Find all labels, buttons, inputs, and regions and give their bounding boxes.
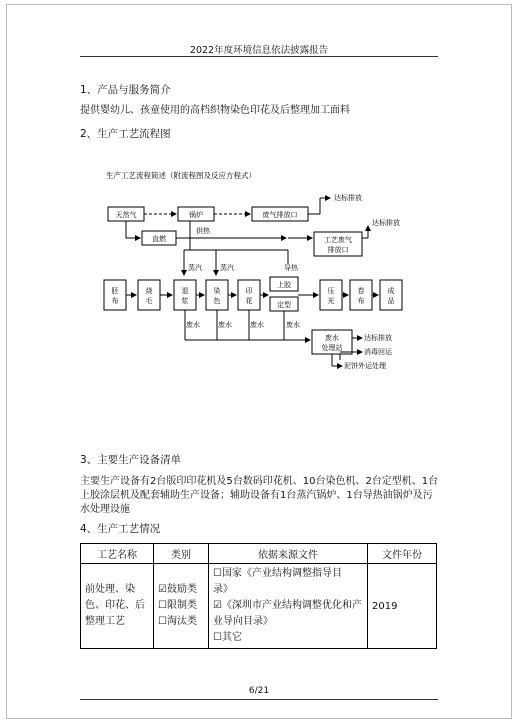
process-name-line: 整理工艺 [85, 616, 125, 627]
wastewater-label-1: 废水 [218, 321, 232, 329]
step-label-0a: 胚 [111, 287, 119, 295]
step-box-0 [104, 280, 126, 310]
wwtp-l2: 处理站 [321, 344, 343, 352]
step-box-2 [174, 280, 196, 310]
wastewater-label-2: 废水 [250, 321, 264, 329]
process-flow-diagram [100, 170, 440, 380]
header-source-file: 依据来源文件 [209, 544, 368, 564]
wastewater-label-3: 废水 [286, 321, 300, 329]
cell-source-file [209, 564, 368, 649]
step-label-6a: 卷 [357, 287, 365, 295]
step-label-1b: 毛 [145, 297, 153, 305]
step-label-3b: 色 [213, 297, 221, 305]
header-process-name: 工艺名称 [81, 544, 154, 564]
step-label-5a: 压 [327, 287, 335, 295]
gluing-label: 上胶 [277, 281, 291, 289]
step-label-2a: 退 [181, 287, 189, 295]
step-box-4 [238, 280, 260, 310]
step-label-7a: 成 [387, 287, 395, 295]
report-title: 2022年度环境信息依法披露报告 [189, 45, 329, 56]
section-4-heading: 4、生产工艺情况 [80, 523, 161, 535]
step-box-7 [380, 280, 402, 310]
header-file-year: 文件年份 [368, 544, 437, 564]
steam-1-label: 蒸汽 [188, 264, 202, 272]
step-label-1a: 烧 [145, 287, 153, 295]
category-encouraged: ☑鼓励类 [158, 584, 197, 595]
standard-discharge-1: 达标排放 [334, 194, 362, 202]
step-label-2b: 浆 [181, 297, 189, 305]
heat-supply-label: 供热 [196, 227, 210, 235]
section-2-heading: 2、生产工艺流程图 [80, 128, 171, 140]
thermal-oil-label: 导热 [284, 264, 298, 272]
section-3-heading: 3、主要生产设备清单 [80, 454, 182, 466]
step-box-6 [350, 280, 372, 310]
category-restricted: ☐限制类 [158, 600, 197, 611]
section-1-text: 提供婴幼儿、孩童使用的高档织物染色印花及后整理加工面料 [80, 105, 350, 116]
step-label-6b: 布 [357, 297, 365, 305]
table-row [81, 564, 437, 649]
standard-discharge-2: 达标排放 [372, 219, 400, 227]
category-eliminated: ☐淘汰类 [158, 616, 197, 627]
step-box-1 [138, 280, 160, 310]
process-exhaust-l2: 排放口 [327, 246, 349, 254]
section-3-text: 主要生产设备有2台版印印花机及5台数码印花机、10台染色机、2台定型机、1台上胶涂层机及配套辅助生产设备；辅助设备有1台蒸汽锅炉、1台导热油锅炉及污水处理设施 [80, 476, 439, 515]
step-box-3 [206, 280, 228, 310]
step-box-5 [320, 280, 342, 310]
header-category: 类别 [154, 544, 209, 564]
process-table [80, 543, 437, 649]
step-label-5b: 光 [327, 297, 335, 305]
cell-file-year: 2019 [368, 564, 437, 649]
source-line: ☑《深圳市产业结构调整优化和产 [213, 600, 362, 611]
exhaust-outlet-label: 废气排放口 [262, 211, 298, 219]
page-number: 6/21 [248, 686, 270, 696]
step-label-3a: 染 [213, 287, 221, 295]
step-label-4a: 印 [245, 287, 253, 295]
cell-process-name [81, 564, 154, 649]
source-line: 业导向目录》 [213, 616, 273, 627]
setting-label: 定型 [277, 301, 291, 309]
section-1-heading: 1、产品与服务简介 [80, 84, 171, 96]
source-line: 录》 [213, 584, 233, 595]
process-name-line: 色、印花、后 [85, 600, 145, 611]
footer-rule [80, 699, 438, 700]
source-line: ☐国家《产业结构调整指导目 [213, 568, 342, 579]
step-label-0b: 布 [111, 297, 119, 305]
wwtp-l1: 废水 [325, 334, 339, 342]
table-header-row [81, 544, 437, 564]
cell-category [154, 564, 209, 649]
source-line: ☐其它 [213, 632, 242, 643]
step-label-4b: 花 [245, 297, 253, 305]
sludge-back-label: 消毒回运 [364, 348, 392, 356]
step-label-7b: 品 [387, 297, 395, 305]
boiler-label: 锅炉 [189, 211, 203, 219]
wastewater-label-0: 废水 [186, 321, 200, 329]
standard-discharge-3: 达标排放 [364, 334, 392, 342]
header-rule [80, 56, 438, 57]
flow-title: 生产工艺流程简述（附流程图及反应方程式） [106, 171, 256, 180]
sludge-out-label: 泥饼外运处理 [344, 362, 386, 370]
process-exhaust-l1: 工艺废气 [324, 236, 352, 244]
direct-burn-label: 直燃 [152, 235, 166, 243]
gas-label: 天然气 [115, 211, 137, 219]
steam-2-label: 蒸汽 [220, 264, 234, 272]
process-name-line: 前处理、染 [85, 584, 135, 595]
